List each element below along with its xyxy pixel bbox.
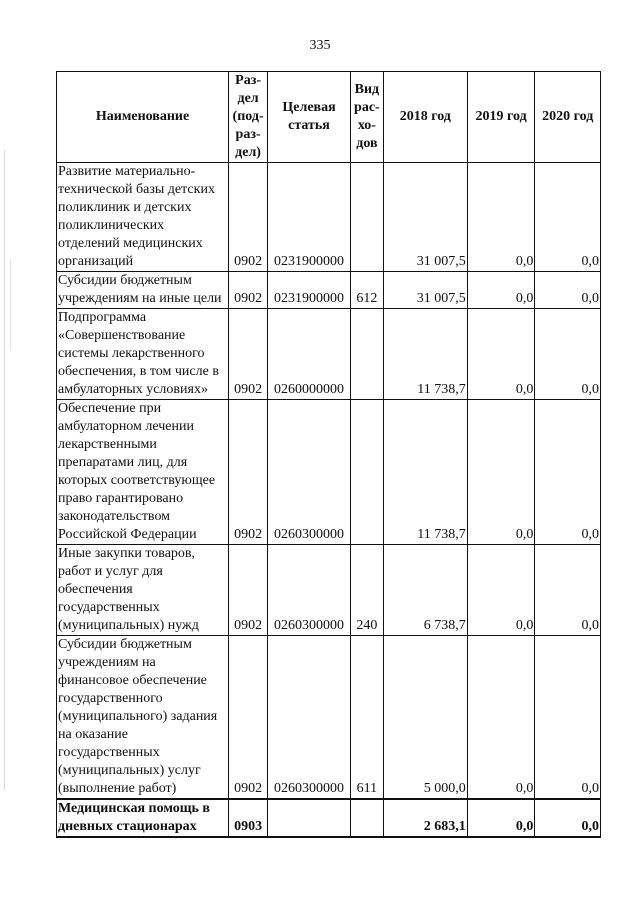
- row-2019-cell: 0,0: [467, 545, 535, 636]
- row-target-cell: 0231900000: [268, 272, 351, 309]
- scan-edge-line: [4, 150, 5, 790]
- row-name-cell: Субсидии бюджетным учреждениям на иные цели: [57, 272, 229, 309]
- header-type-label: Вид рас- хо- дов: [354, 82, 380, 151]
- page-number: 335: [309, 38, 331, 53]
- row-2018-cell: 31 007,5: [383, 163, 467, 272]
- row-2018-cell: 11 738,7: [383, 400, 467, 545]
- header-2019: 2019 год: [467, 72, 535, 163]
- row-2018-cell: 5 000,0: [383, 636, 467, 800]
- header-2018: 2018 год: [383, 72, 467, 163]
- row-2019-cell: 0,0: [467, 400, 535, 545]
- row-name-cell: Субсидии бюджетным учреждениям на финансовое обеспечение государственного (муниципального) задания на оказание государственных (муниципальных) услуг (выполнение работ): [57, 636, 229, 800]
- table-header-row: [57, 72, 601, 163]
- table-row: [57, 545, 601, 636]
- header-2020: 2020 год: [535, 72, 601, 163]
- row-section-cell: 0903: [229, 799, 268, 837]
- row-name-cell: Обеспечение при амбулаторном лечении лекарственными препаратами лиц, для которых соответствующее право гарантировано законодательством Российской Федерации: [57, 400, 229, 545]
- row-target-cell: 0260300000: [268, 636, 351, 800]
- row-type-cell: [351, 400, 384, 545]
- header-target-label: Целевая статья: [282, 100, 336, 133]
- row-2020-cell: 0,0: [535, 636, 601, 800]
- row-section-cell: 0902: [229, 272, 268, 309]
- row-2020-cell: 0,0: [535, 545, 601, 636]
- table-body: [57, 163, 601, 838]
- row-name-cell: Развитие материально-технической базы детских поликлиник и детских поликлинических отделений медицинских организаций: [57, 163, 229, 272]
- row-2020-cell: 0,0: [535, 163, 601, 272]
- row-2020-cell: 0,0: [535, 272, 601, 309]
- row-2020-cell: 0,0: [535, 400, 601, 545]
- row-2018-cell: 2 683,1: [383, 799, 467, 837]
- row-type-cell: [351, 163, 384, 272]
- row-type-cell: [351, 309, 384, 400]
- row-2019-cell: 0,0: [467, 799, 535, 837]
- header-target: [268, 72, 351, 163]
- table-row: [57, 400, 601, 545]
- budget-table: [56, 71, 601, 838]
- row-target-cell: 0260300000: [268, 400, 351, 545]
- row-section-cell: 0902: [229, 309, 268, 400]
- row-target-cell: 0260000000: [268, 309, 351, 400]
- row-2019-cell: 0,0: [467, 163, 535, 272]
- header-section-label: Раз- дел (под- раз- дел): [232, 73, 264, 160]
- row-section-cell: 0902: [229, 545, 268, 636]
- row-2018-cell: 11 738,7: [383, 309, 467, 400]
- row-section-cell: 0902: [229, 636, 268, 800]
- row-2018-cell: 6 738,7: [383, 545, 467, 636]
- row-type-cell: 611: [351, 636, 384, 800]
- row-target-cell: 0231900000: [268, 163, 351, 272]
- row-type-cell: 240: [351, 545, 384, 636]
- row-target-cell: [268, 799, 351, 837]
- row-2020-cell: 0,0: [535, 309, 601, 400]
- table-row: [57, 272, 601, 309]
- row-2019-cell: 0,0: [467, 272, 535, 309]
- table-row: [57, 309, 601, 400]
- row-2020-cell: 0,0: [535, 799, 601, 837]
- header-name: Наименование: [57, 72, 229, 163]
- table-row: [57, 799, 601, 837]
- row-name-cell: Подпрограмма «Совершенствование системы лекарственного обеспечения, в том числе в амбулаторных условиях»: [57, 309, 229, 400]
- row-2019-cell: 0,0: [467, 309, 535, 400]
- row-section-cell: 0902: [229, 400, 268, 545]
- row-type-cell: [351, 799, 384, 837]
- row-name-cell: Иные закупки товаров, работ и услуг для обеспечения государственных (муниципальных) нужд: [57, 545, 229, 636]
- row-section-cell: 0902: [229, 163, 268, 272]
- scan-edge-line: [10, 260, 11, 350]
- row-target-cell: 0260300000: [268, 545, 351, 636]
- row-name-cell: Медицинская помощь в дневных стационарах: [57, 799, 229, 837]
- row-type-cell: 612: [351, 272, 384, 309]
- header-type: [351, 72, 384, 163]
- row-2019-cell: 0,0: [467, 636, 535, 800]
- row-2018-cell: 31 007,5: [383, 272, 467, 309]
- table-row: [57, 636, 601, 800]
- table-row: [57, 163, 601, 272]
- header-section: [229, 72, 268, 163]
